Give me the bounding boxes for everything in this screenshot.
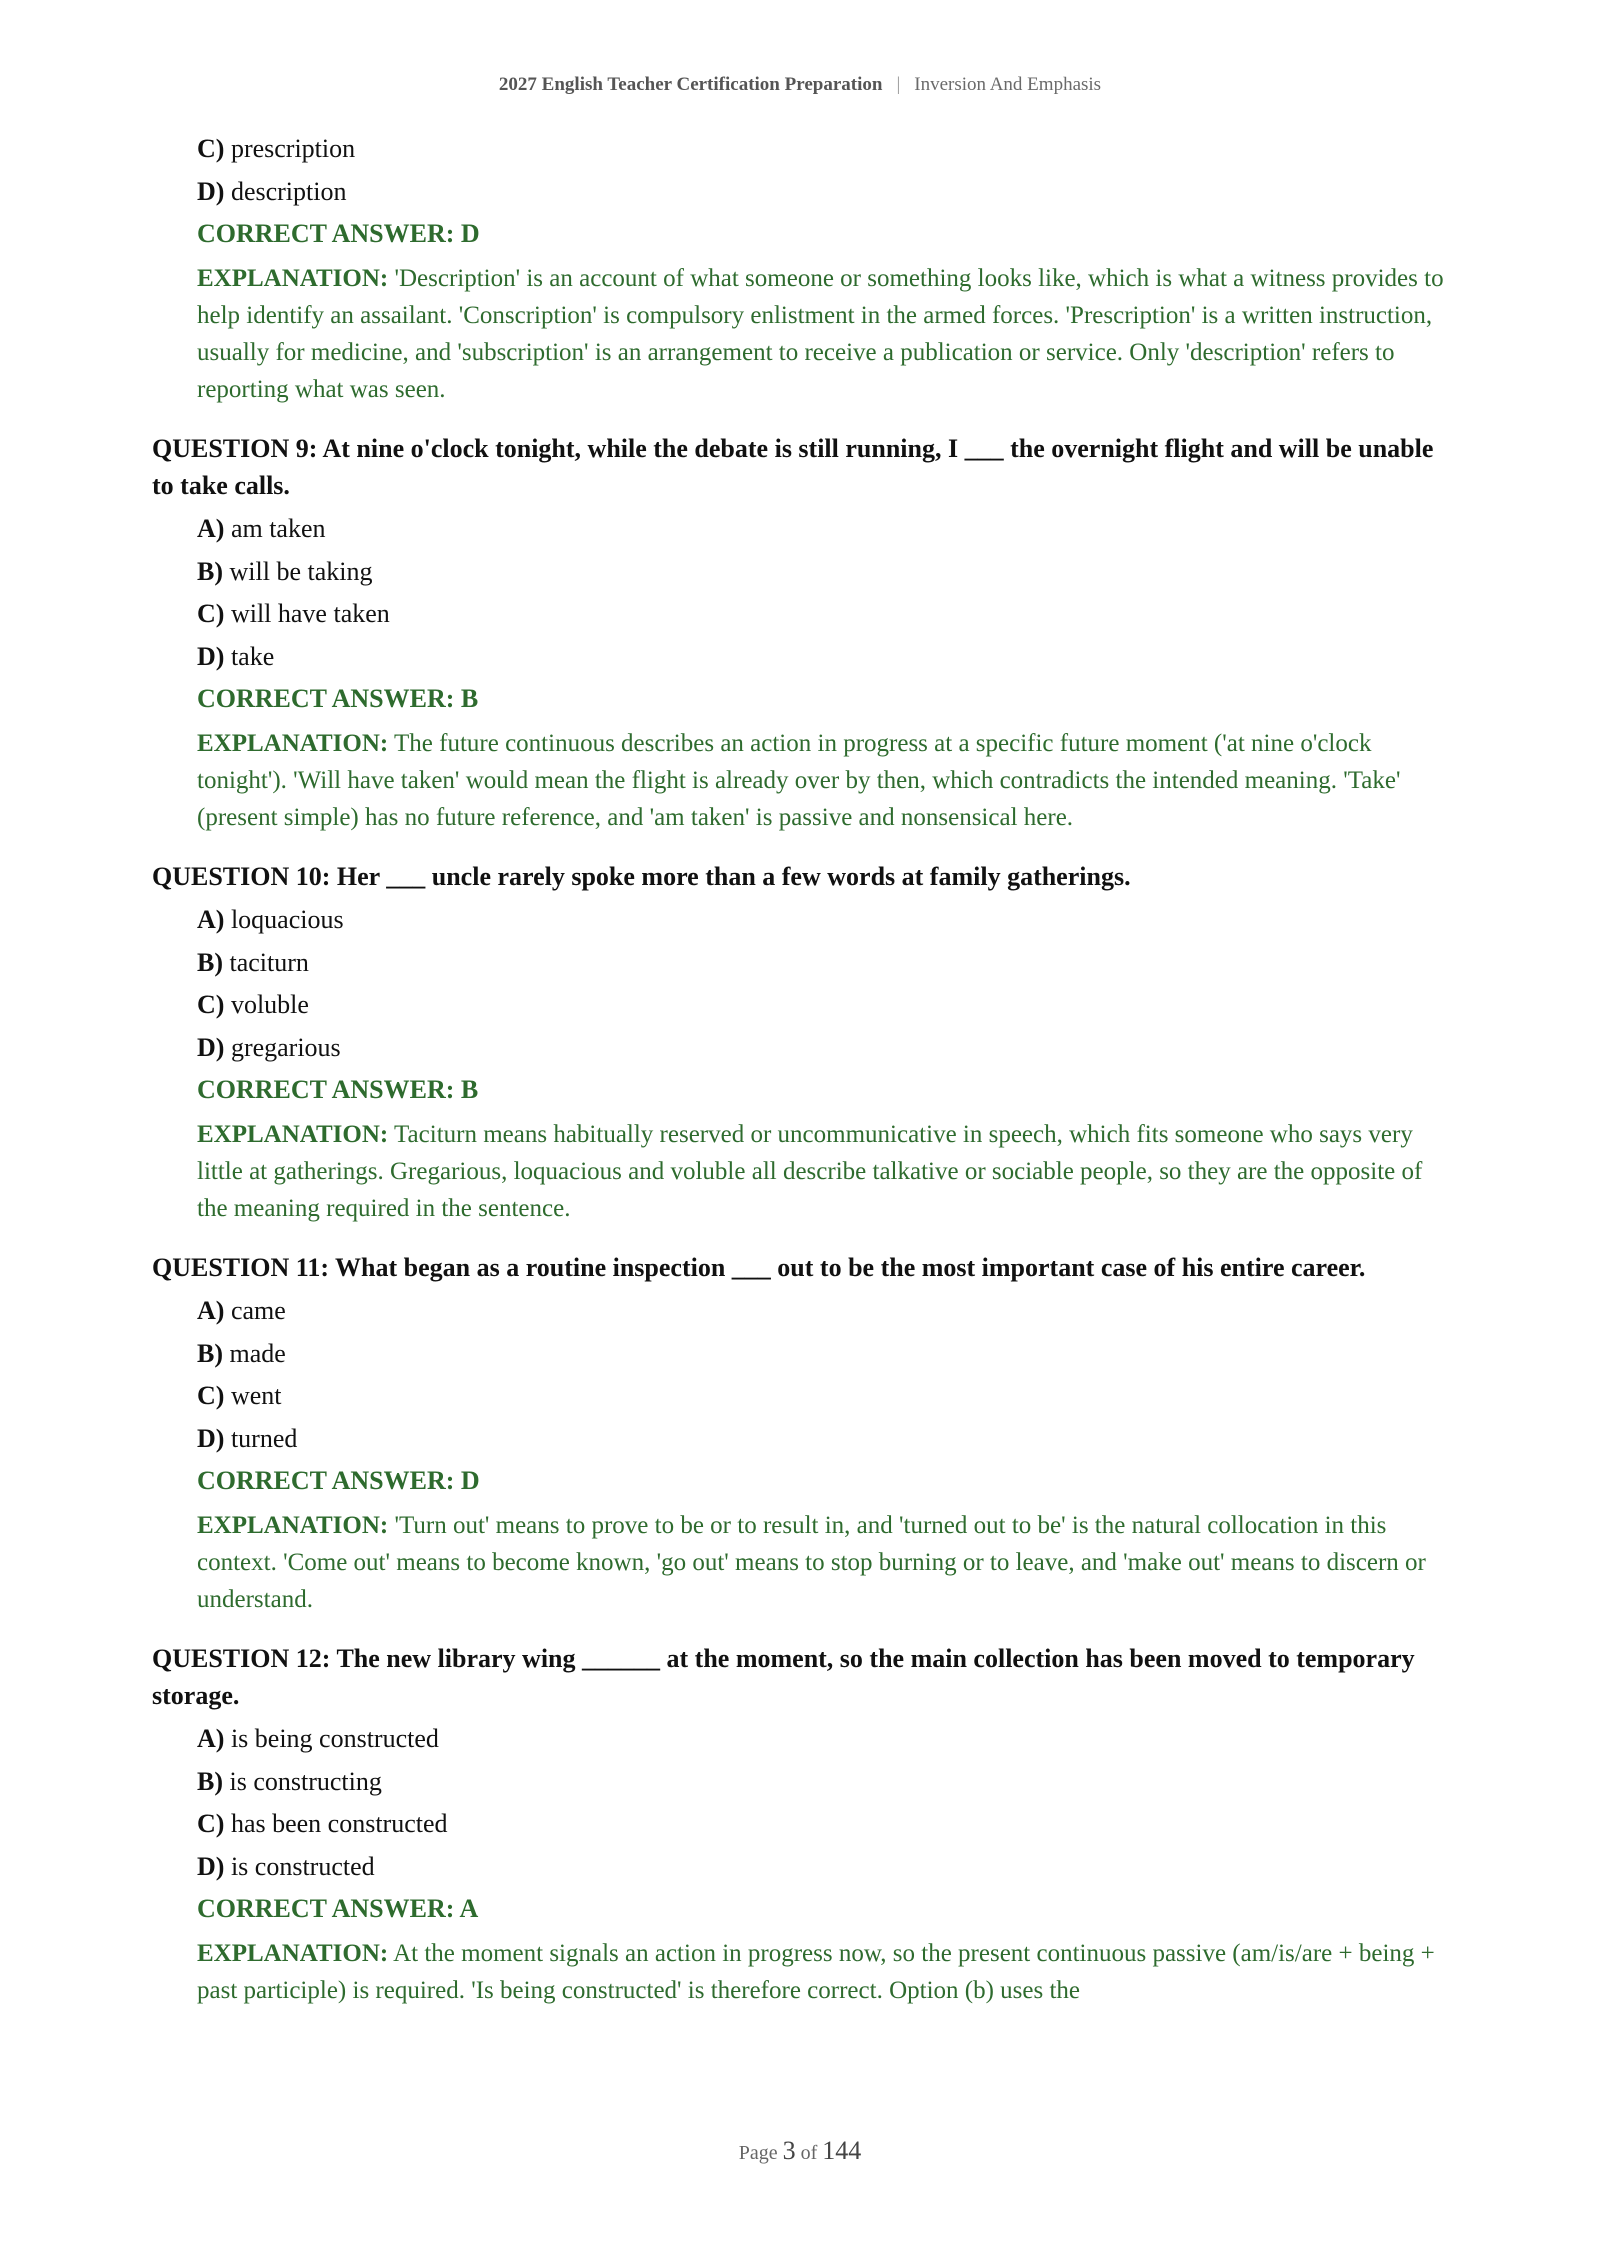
option-letter: D)	[197, 1032, 225, 1062]
explanation-text: At the moment signals an action in progress now, so the present continuous passive (am/is/are + being + past participle) is required. 'Is being constructed' is therefore correct. Option (b) uses the	[197, 1940, 1435, 2004]
option-a	[197, 514, 1452, 544]
correct-answer	[197, 219, 1452, 249]
option-a	[197, 1724, 1452, 1754]
explanation-text: The future continuous describes an action in progress at a specific future moment ('at nine o'clock tonight'). 'Will have taken' would mean the flight is already over by then, which contradicts the intended meaning. 'Take' (present simple) has no future reference, and 'am taken' is passive and nonsensical here.	[197, 730, 1401, 831]
option-letter: C)	[197, 990, 225, 1019]
correct-answer-label: CORRECT ANSWER:	[197, 1894, 455, 1923]
option-text: taciturn	[229, 947, 309, 977]
option-text: made	[229, 1338, 286, 1368]
option-c	[197, 599, 1452, 629]
option-b	[197, 1767, 1452, 1797]
option-letter: D)	[197, 641, 225, 671]
correct-answer-value: D	[460, 219, 480, 248]
correct-answer-label: CORRECT ANSWER:	[197, 1075, 455, 1104]
option-b	[197, 1339, 1452, 1369]
option-text: came	[230, 1296, 286, 1325]
explanation	[197, 725, 1452, 836]
option-b	[197, 557, 1452, 587]
correct-answer-label: CORRECT ANSWER:	[197, 684, 455, 713]
explanation	[197, 1116, 1452, 1227]
explanation-label: EXPLANATION:	[197, 1512, 389, 1539]
option-text: is constructed	[230, 1851, 375, 1881]
page-number: 3	[782, 2136, 796, 2165]
option-b	[197, 948, 1452, 978]
correct-answer-value: B	[460, 684, 479, 713]
option-text: will have taken	[230, 599, 390, 628]
correct-answer	[197, 1075, 1452, 1105]
option-c	[197, 134, 1452, 164]
correct-answer-value: D	[460, 1466, 480, 1495]
option-text: gregarious	[230, 1032, 341, 1062]
explanation-label: EXPLANATION:	[197, 730, 389, 757]
option-text: prescription	[230, 134, 356, 163]
option-c	[197, 990, 1452, 1020]
option-text: has been constructed	[230, 1809, 448, 1838]
total-pages: 144	[822, 2136, 862, 2165]
option-letter: A)	[197, 514, 225, 543]
explanation-label: EXPLANATION:	[197, 265, 389, 292]
option-text: am taken	[230, 514, 326, 543]
option-letter: B)	[197, 947, 223, 977]
correct-answer	[197, 684, 1452, 714]
option-text: take	[230, 641, 275, 671]
explanation	[197, 1507, 1452, 1618]
page-footer	[0, 2136, 1600, 2166]
option-d	[197, 1424, 1452, 1454]
of-label: of	[800, 2142, 818, 2164]
option-letter: C)	[197, 134, 225, 163]
correct-answer-label: CORRECT ANSWER:	[197, 219, 455, 248]
question-9: QUESTION 9: At nine o'clock tonight, while the debate is still running, I ___ the overnight flight and will be unable to take calls.	[152, 434, 1434, 500]
option-a	[197, 1296, 1452, 1326]
option-text: went	[230, 1381, 282, 1410]
option-letter: B)	[197, 1338, 223, 1368]
option-text: voluble	[230, 990, 309, 1019]
header-subtitle: Inversion And Emphasis	[914, 74, 1102, 95]
option-text: will be taking	[229, 556, 373, 586]
option-letter: A)	[197, 905, 225, 934]
option-d	[197, 642, 1452, 672]
correct-answer-value: B	[460, 1075, 479, 1104]
page-header	[0, 74, 1600, 96]
page-content	[152, 134, 1452, 2031]
question-11: QUESTION 11: What began as a routine inspection ___ out to be the most important case of his entire career.	[152, 1253, 1366, 1282]
question-10: QUESTION 10: Her ___ uncle rarely spoke more than a few words at family gatherings.	[152, 862, 1131, 891]
header-title: 2027 English Teacher Certification Preparation	[498, 74, 883, 95]
header-separator: |	[896, 74, 901, 95]
option-c	[197, 1809, 1452, 1839]
correct-answer-label: CORRECT ANSWER:	[197, 1466, 455, 1495]
option-text: is constructing	[229, 1766, 382, 1796]
explanation-text: 'Turn out' means to prove to be or to result in, and 'turned out to be' is the natural collocation in this context. 'Come out' means to become known, 'go out' means to stop burning or to leave, and 'make out' means to discern or understand.	[197, 1512, 1426, 1613]
option-d	[197, 177, 1452, 207]
option-letter: B)	[197, 1766, 223, 1796]
option-text: turned	[230, 1423, 298, 1453]
option-letter: D)	[197, 1423, 225, 1453]
option-letter: C)	[197, 1381, 225, 1410]
correct-answer	[197, 1466, 1452, 1496]
explanation	[197, 260, 1452, 408]
option-d	[197, 1852, 1452, 1882]
option-c	[197, 1381, 1452, 1411]
option-text: loquacious	[230, 905, 344, 934]
option-letter: A)	[197, 1724, 225, 1753]
option-letter: C)	[197, 1809, 225, 1838]
option-letter: D)	[197, 1851, 225, 1881]
question-12: QUESTION 12: The new library wing ______ at the moment, so the main collection has been moved to temporary storage.	[152, 1644, 1415, 1710]
option-letter: D)	[197, 176, 225, 206]
option-text: is being constructed	[230, 1724, 439, 1753]
option-a	[197, 905, 1452, 935]
correct-answer-value: A	[459, 1894, 479, 1923]
correct-answer	[197, 1894, 1452, 1924]
option-letter: B)	[197, 556, 223, 586]
option-d	[197, 1033, 1452, 1063]
explanation-text: Taciturn means habitually reserved or uncommunicative in speech, which fits someone who says very little at gatherings. Gregarious, loquacious and voluble all describe talkative or sociable people, so they are the opposite of the meaning required in the sentence.	[197, 1121, 1423, 1222]
option-text: description	[230, 176, 347, 206]
explanation-label: EXPLANATION:	[197, 1121, 389, 1148]
explanation	[197, 1935, 1452, 2009]
explanation-label: EXPLANATION:	[197, 1940, 389, 1967]
option-letter: C)	[197, 599, 225, 628]
explanation-text: 'Description' is an account of what someone or something looks like, which is what a witness provides to help identify an assailant. 'Conscription' is compulsory enlistment in the armed forces. 'Prescription' is a written instruction, usually for medicine, and 'subscription' is an arrangement to receive a publication or service. Only 'description' refers to reporting what was seen.	[197, 265, 1444, 403]
option-letter: A)	[197, 1296, 225, 1325]
page-label: Page	[738, 2142, 778, 2164]
